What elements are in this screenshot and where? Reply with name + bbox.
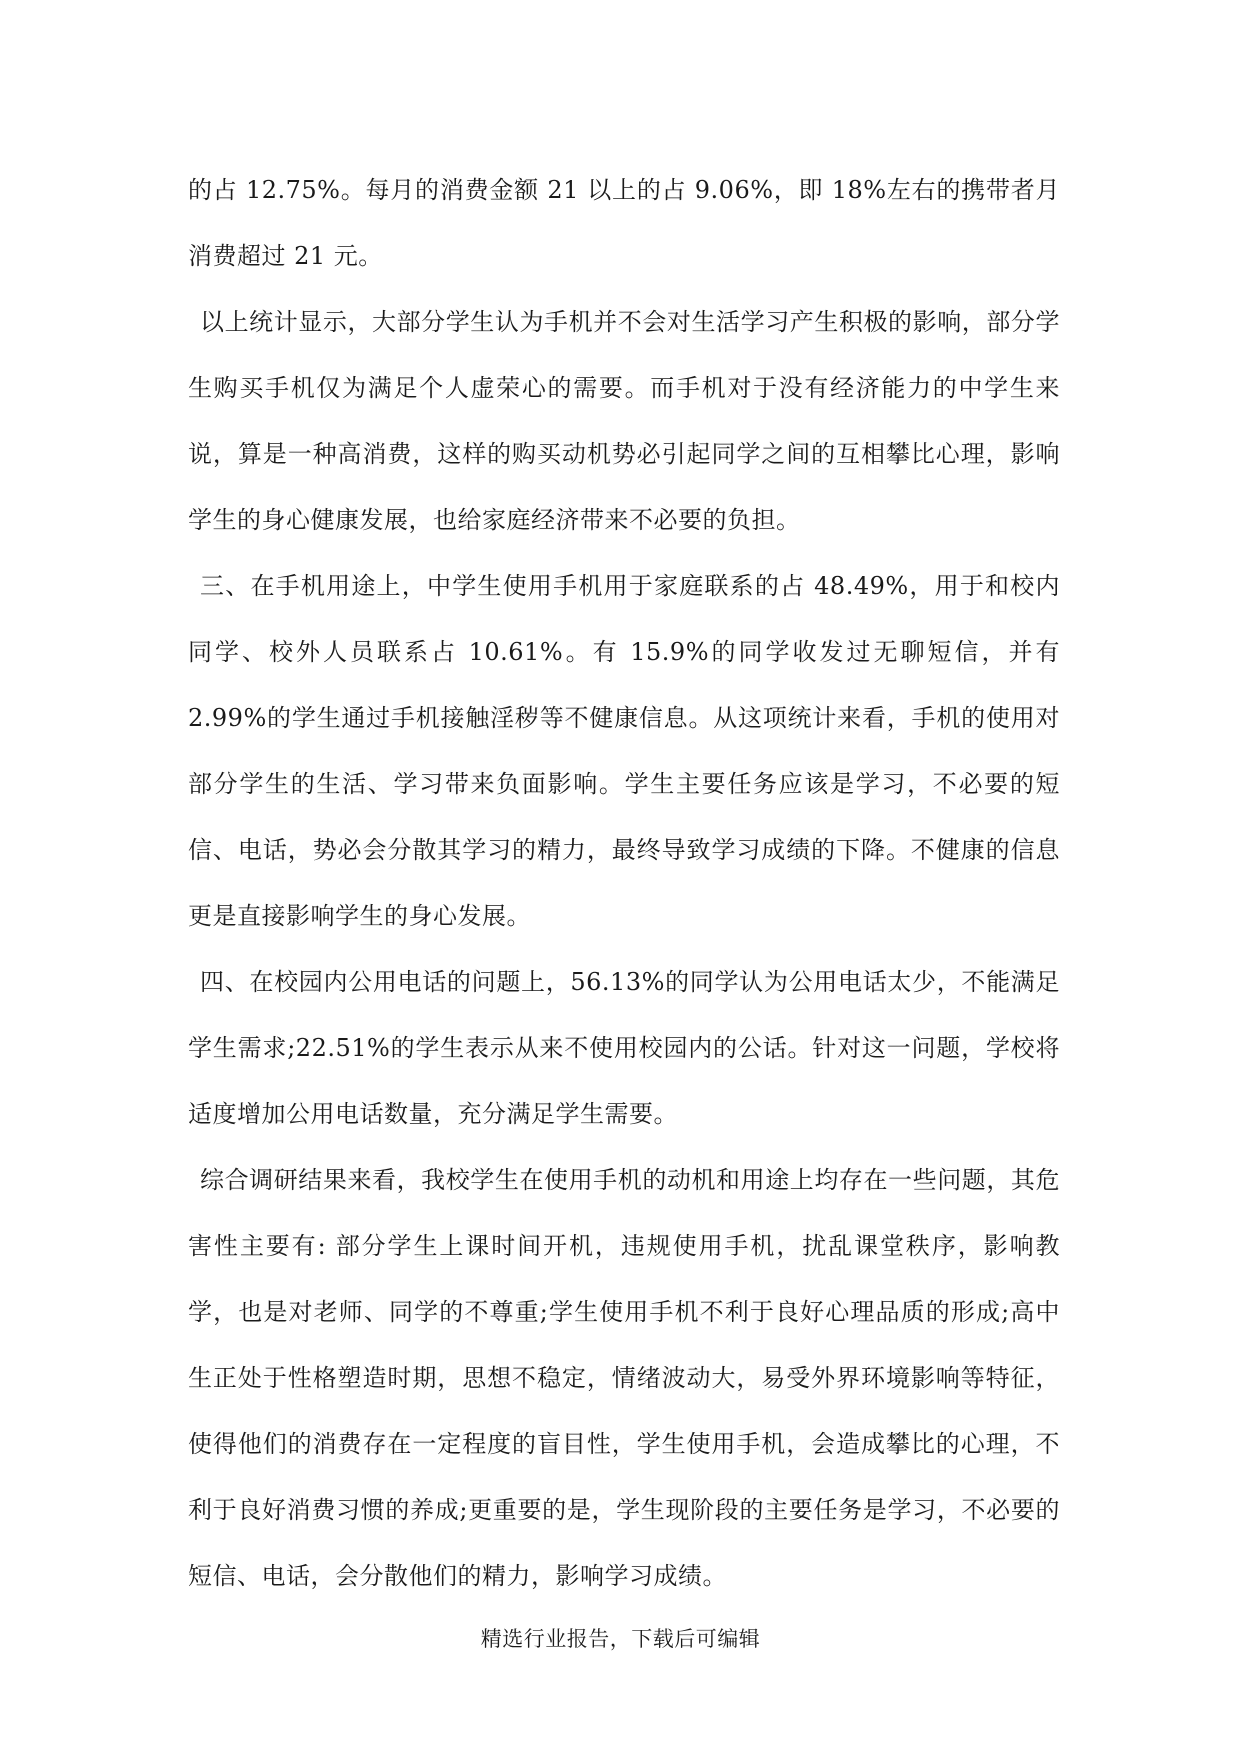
paragraph-public-phones: 四、在校园内公用电话的问题上，56.13%的同学认为公用电话太少，不能满足学生需求;22.51%的学生表示从来不使用校园内的公话。针对这一问题，学校将适度增加公用电话数量，充分满足学生需要。 bbox=[188, 968, 1060, 1128]
page-footer: 精选行业报告，下载后可编辑 bbox=[480, 1627, 761, 1651]
paragraph-phone-usage: 三、在手机用途上，中学生使用手机用于家庭联系的占 48.49%，用于和校内同学、校外人员联系占 10.61%。有 15.9%的同学收发过无聊短信，并有 2.99%的学生通过手机接触淫秽等不健康信息。从这项统计来看，手机的使用对部分学生的生活、学习带来负面影响。学生主要任务应该是学习，不必要的短信、电话，势必会分散其学习的精力，最终导致学习成绩的下降。不健康的信息更是直接影响学生的身心发展。 bbox=[188, 572, 1060, 930]
paragraph-conclusion: 综合调研结果来看，我校学生在使用手机的动机和用途上均存在一些问题，其危害性主要有: 部分学生上课时间开机，违规使用手机，扰乱课堂秩序，影响教学，也是对老师、同学的不尊重;学生使用手机不利于良好心理品质的形成;高中生正处于性格塑造时期，思想不稳定，情绪波动大，易受外界环境影响等特征，使得他们的消费存在一定程度的盲目性，学生使用手机，会造成攀比的心理，不利于良好消费习惯的养成;更重要的是，学生现阶段的主要任务是学习，不必要的短信、电话，会分散他们的精力，影响学习成绩。 bbox=[188, 1166, 1060, 1590]
paragraph-statistics-summary: 以上统计显示，大部分学生认为手机并不会对生活学习产生积极的影响，部分学生购买手机仅为满足个人虚荣心的需要。而手机对于没有经济能力的中学生来说，算是一种高消费，这样的购买动机势必引起同学之间的互相攀比心理，影响学生的身心健康发展，也给家庭经济带来不必要的负担。 bbox=[188, 308, 1060, 534]
document-body bbox=[188, 157, 1060, 1609]
paragraph-consumption-stats: 的占 12.75%。每月的消费金额 21 以上的占 9.06%，即 18%左右的携带者月消费超过 21 元。 bbox=[188, 176, 1060, 270]
